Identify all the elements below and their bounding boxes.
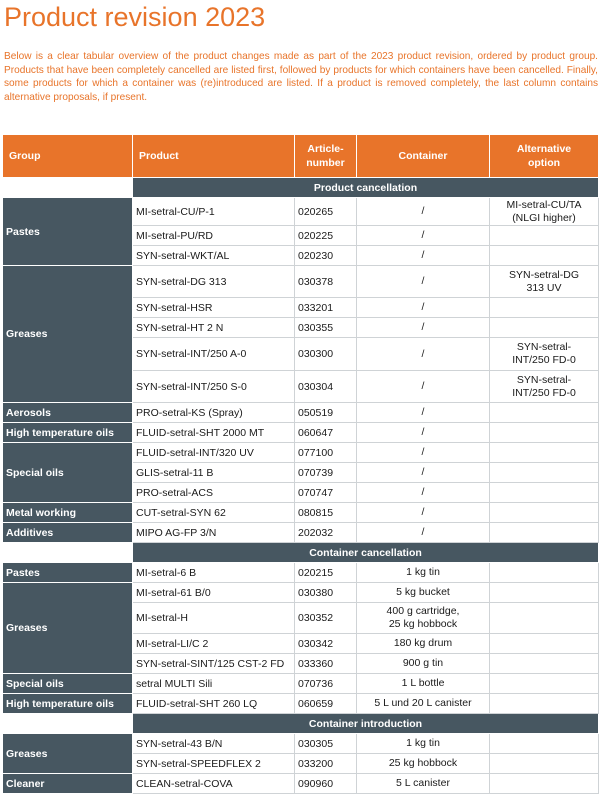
product-cell: SYN-setral-SINT/125 CST-2 FD xyxy=(133,654,295,674)
article-cell: 033200 xyxy=(295,754,357,774)
alternative-cell xyxy=(490,463,599,483)
container-line2: 25 kg hobbock xyxy=(388,618,458,630)
group-cell: Greases xyxy=(3,583,133,674)
alternative-cell xyxy=(490,371,599,403)
container-cell: / xyxy=(357,246,490,266)
alternative-cell xyxy=(490,674,599,694)
product-cell: FLUID-setral-SHT 260 LQ xyxy=(133,694,295,714)
alternative-cell xyxy=(490,483,599,503)
article-cell: 020225 xyxy=(295,226,357,246)
alternative-cell xyxy=(490,298,599,318)
container-cell: / xyxy=(357,371,490,403)
product-cell: SYN-setral-43 B/N xyxy=(133,734,295,754)
alternative-line2: 313 UV xyxy=(526,281,562,294)
article-cell: 070739 xyxy=(295,463,357,483)
alternative-line2: INT/250 FD-0 xyxy=(512,354,576,366)
alternative-cell xyxy=(490,563,599,583)
section-blank xyxy=(3,543,133,563)
group-cell: Metal working xyxy=(3,503,133,523)
product-cell: MI-setral-61 B/0 xyxy=(133,583,295,603)
section-row xyxy=(3,714,599,734)
article-cell: 070747 xyxy=(295,483,357,503)
container-cell: / xyxy=(357,503,490,523)
table-row xyxy=(3,674,599,694)
alternative-cell xyxy=(490,266,599,298)
container-cell: 1 kg tin xyxy=(357,734,490,754)
container-cell: 1 kg tin xyxy=(357,563,490,583)
container-cell: / xyxy=(357,443,490,463)
article-cell: 030304 xyxy=(295,371,357,403)
product-cell: SYN-setral-HSR xyxy=(133,298,295,318)
container-cell: 900 g tin xyxy=(357,654,490,674)
product-cell: SYN-setral-DG 313 xyxy=(133,266,295,298)
product-cell: SYN-setral-INT/250 A-0 xyxy=(133,338,295,371)
product-cell: MI-setral-6 B xyxy=(133,563,295,583)
alternative-cell xyxy=(490,198,599,226)
container-line1: 400 g cartridge, xyxy=(386,605,460,617)
group-cell: Special oils xyxy=(3,443,133,503)
article-cell: 050519 xyxy=(295,403,357,423)
article-cell: 030355 xyxy=(295,318,357,338)
alternative-cell xyxy=(490,694,599,714)
article-cell: 020265 xyxy=(295,198,357,226)
header-alternative-line1: Alternative xyxy=(516,143,572,155)
table-row xyxy=(3,198,599,226)
container-cell: 1 L bottle xyxy=(357,674,490,694)
container-cell: / xyxy=(357,318,490,338)
article-cell: 090960 xyxy=(295,774,357,794)
article-cell: 030305 xyxy=(295,734,357,754)
article-cell: 030342 xyxy=(295,634,357,654)
container-cell: / xyxy=(357,266,490,298)
article-cell: 030300 xyxy=(295,338,357,371)
container-cell: 5 kg bucket xyxy=(357,583,490,603)
group-cell: High temperature oils xyxy=(3,423,133,443)
alternative-cell xyxy=(490,403,599,423)
container-cell: / xyxy=(357,403,490,423)
container-cell: / xyxy=(357,226,490,246)
article-cell: 033201 xyxy=(295,298,357,318)
table-row xyxy=(3,583,599,603)
article-cell: 020230 xyxy=(295,246,357,266)
article-cell: 020215 xyxy=(295,563,357,583)
section-row xyxy=(3,178,599,198)
alternative-line2: (NLGI higher) xyxy=(512,211,576,224)
alternative-cell xyxy=(490,734,599,754)
header-article xyxy=(295,135,357,178)
alternative-line1: SYN-setral- xyxy=(516,373,572,386)
article-cell: 060647 xyxy=(295,423,357,443)
intro-paragraph: Below is a clear tabular overview of the product changes made as part of the 2023 product revision, ordered by product group. Products that have been completely cancelled are listed first, followed by products for which containers have been cancelled. Finally, some products for which a container was (re)introduced are listed. If a product is removed completely, the last column contains alternative proposals, if present. xyxy=(4,51,598,104)
header-row xyxy=(3,135,599,178)
article-cell: 080815 xyxy=(295,503,357,523)
container-cell: 25 kg hobbock xyxy=(357,754,490,774)
alternative-cell xyxy=(490,443,599,463)
header-group: Group xyxy=(3,135,133,178)
group-cell: Additives xyxy=(3,523,133,543)
alternative-cell xyxy=(490,654,599,674)
alternative-cell xyxy=(490,583,599,603)
section-blank xyxy=(3,714,133,734)
alternative-cell xyxy=(490,318,599,338)
article-cell: 030380 xyxy=(295,583,357,603)
page-title: Product revision 2023 xyxy=(4,2,266,32)
header-article-line1: Article- xyxy=(307,143,344,155)
table-row xyxy=(3,523,599,543)
alternative-line1: MI-setral-CU/TA xyxy=(506,198,582,211)
alternative-cell xyxy=(490,634,599,654)
product-cell: CLEAN-setral-COVA xyxy=(133,774,295,794)
product-cell: GLIS-setral-11 B xyxy=(133,463,295,483)
container-cell: / xyxy=(357,338,490,371)
product-cell: SYN-setral-INT/250 S-0 xyxy=(133,371,295,403)
table-row xyxy=(3,443,599,463)
alternative-cell xyxy=(490,603,599,634)
container-cell: 180 kg drum xyxy=(357,634,490,654)
product-cell: SYN-setral-HT 2 N xyxy=(133,318,295,338)
table-row xyxy=(3,503,599,523)
container-cell: / xyxy=(357,483,490,503)
group-cell: Aerosols xyxy=(3,403,133,423)
container-cell: 5 L und 20 L canister xyxy=(357,694,490,714)
product-cell: FLUID-setral-INT/320 UV xyxy=(133,443,295,463)
table-row xyxy=(3,266,599,298)
section-product-cancellation: Product cancellation xyxy=(133,178,599,198)
header-product: Product xyxy=(133,135,295,178)
group-cell: Pastes xyxy=(3,563,133,583)
section-blank xyxy=(3,178,133,198)
article-cell: 033360 xyxy=(295,654,357,674)
section-row xyxy=(3,543,599,563)
container-cell: / xyxy=(357,423,490,443)
alternative-cell xyxy=(490,423,599,443)
header-article-line2: number xyxy=(306,157,345,169)
section-container-cancellation: Container cancellation xyxy=(133,543,599,563)
header-alternative-line2: option xyxy=(527,157,561,169)
product-cell: MI-setral-CU/P-1 xyxy=(133,198,295,226)
product-cell: MI-setral-PU/RD xyxy=(133,226,295,246)
section-container-introduction: Container introduction xyxy=(133,714,599,734)
product-cell: FLUID-setral-SHT 2000 MT xyxy=(133,423,295,443)
container-cell: / xyxy=(357,198,490,226)
container-cell: / xyxy=(357,463,490,483)
alternative-cell xyxy=(490,754,599,774)
alternative-cell xyxy=(490,226,599,246)
alternative-cell xyxy=(490,338,599,371)
alternative-cell xyxy=(490,523,599,543)
group-cell: High temperature oils xyxy=(3,694,133,714)
alternative-cell xyxy=(490,246,599,266)
table-row xyxy=(3,734,599,754)
table-row xyxy=(3,423,599,443)
article-cell: 030378 xyxy=(295,266,357,298)
product-cell: SYN-setral-WKT/AL xyxy=(133,246,295,266)
article-cell: 077100 xyxy=(295,443,357,463)
alternative-cell xyxy=(490,503,599,523)
group-cell: Pastes xyxy=(3,198,133,266)
table-row xyxy=(3,563,599,583)
product-cell: MI-setral-H xyxy=(133,603,295,634)
group-cell: Cleaner xyxy=(3,774,133,794)
product-cell: setral MULTI Sili xyxy=(133,674,295,694)
product-cell: SYN-setral-SPEEDFLEX 2 xyxy=(133,754,295,774)
container-cell: / xyxy=(357,298,490,318)
container-cell: / xyxy=(357,523,490,543)
product-cell: MI-setral-LI/C 2 xyxy=(133,634,295,654)
article-cell: 030352 xyxy=(295,603,357,634)
table-row xyxy=(3,403,599,423)
revision-table xyxy=(2,134,599,794)
header-container: Container xyxy=(357,135,490,178)
product-cell: PRO-setral-KS (Spray) xyxy=(133,403,295,423)
container-cell: 5 L canister xyxy=(357,774,490,794)
article-cell: 202032 xyxy=(295,523,357,543)
article-cell: 070736 xyxy=(295,674,357,694)
product-cell: PRO-setral-ACS xyxy=(133,483,295,503)
group-cell: Greases xyxy=(3,266,133,403)
table-row xyxy=(3,774,599,794)
alternative-line1: SYN-setral-DG xyxy=(508,268,579,281)
group-cell: Greases xyxy=(3,734,133,774)
article-cell: 060659 xyxy=(295,694,357,714)
alternative-cell xyxy=(490,774,599,794)
header-alternative xyxy=(490,135,599,178)
group-cell: Special oils xyxy=(3,674,133,694)
product-cell: CUT-setral-SYN 62 xyxy=(133,503,295,523)
table-row xyxy=(3,694,599,714)
container-cell xyxy=(357,603,490,634)
product-cell: MIPO AG-FP 3/N xyxy=(133,523,295,543)
alternative-line1: SYN-setral- xyxy=(516,341,572,353)
alternative-line2: INT/250 FD-0 xyxy=(512,386,576,399)
